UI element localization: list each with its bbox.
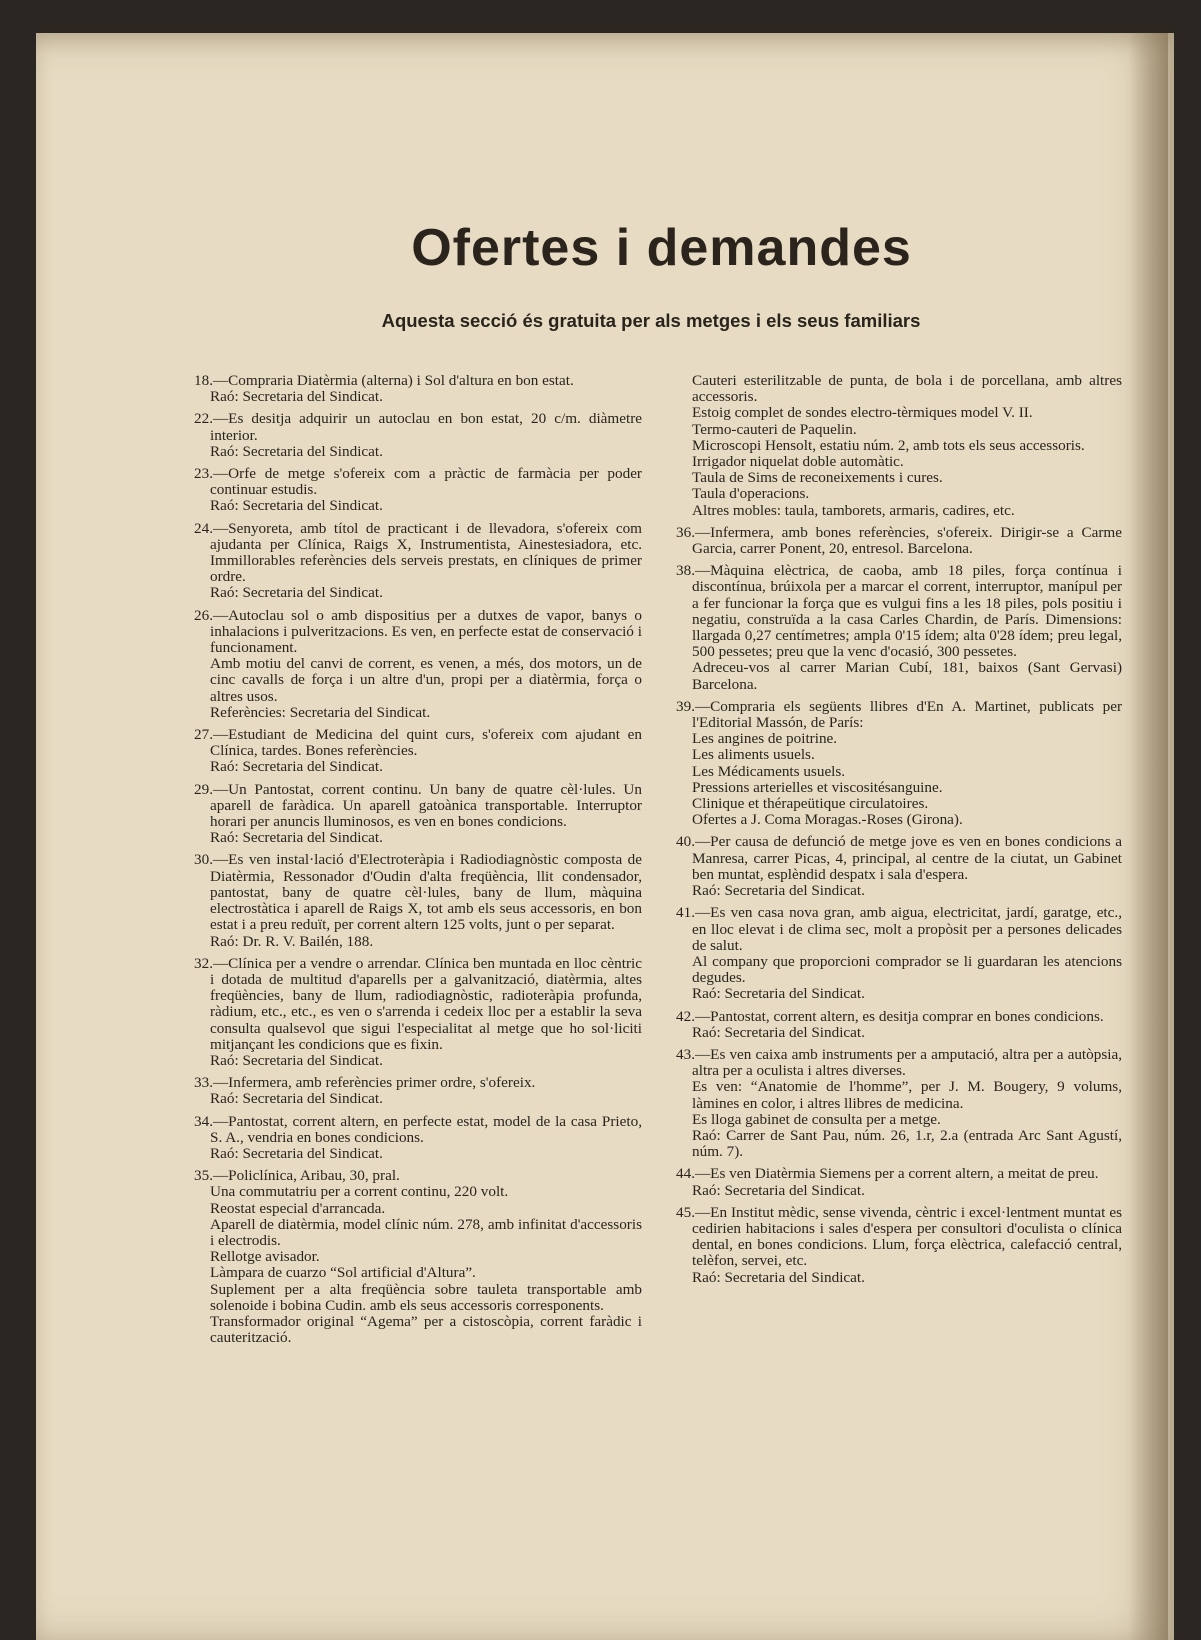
listing-detail: Raó: Secretaria del Sindicat. (210, 829, 383, 847)
listing-text: 26.—Autoclau sol o amb dispositius per a dutxes de vapor, banys o inhalacions i pulveritzacions. Es ven, en perfecte estat de conservació i funcionament. (194, 606, 642, 657)
listing-detail: Pressions arterielles et viscositésanguine. (692, 778, 943, 796)
listing-detail: Raó: Secretaria del Sindicat. (210, 1051, 383, 1069)
listing-text: 42.—Pantostat, corrent altern, es desitja comprar en bones condicions. (676, 1007, 1104, 1025)
listing-entry (676, 1047, 1122, 1160)
listing-entry (676, 1009, 1122, 1041)
listing-detail: Raó: Secretaria del Sindicat. (692, 882, 865, 900)
listing-detail: Les aliments usuels. (692, 746, 815, 764)
listing-entry (194, 1114, 642, 1163)
listing-detail: Referències: Secretaria del Sindicat. (210, 703, 431, 721)
listing-detail: Cauteri esterilitzable de punta, de bola i de porcellana, amb altres accessoris. (692, 372, 1122, 406)
listing-detail: Rellotge avisador. (210, 1248, 320, 1266)
listing-detail: Les Médicaments usuels. (692, 762, 846, 780)
listing-entry (194, 411, 642, 460)
listing-entry (676, 373, 1122, 519)
listing-text: 29.—Un Pantostat, corrent continu. Un bany de quatre cèl·lules. Un aparell de faràdica. Un aparell gatoànica transportable. Interruptor horari per anuncis lluminosos, es ven en bones condicions. (194, 780, 642, 831)
listing-detail: Microscopi Hensolt, estatiu núm. 2, amb tots els seus accessoris. (692, 436, 1085, 454)
listing-detail: Raó: Secretaria del Sindicat. (692, 985, 865, 1003)
listing-detail: Es ven: “Anatomie de l'homme”, per J. M. Bougery, 9 volums, làmines en color, i altres llibres de medicina. (692, 1078, 1122, 1112)
listing-entry (676, 563, 1122, 693)
listing-detail: Raó: Secretaria del Sindicat. (692, 1023, 865, 1041)
listing-detail: Raó: Secretaria del Sindicat. (210, 1144, 383, 1162)
listing-detail: Clinique et thérapeütique circulatoires. (692, 795, 929, 813)
listing-detail: Làmpara de cuarzo “Sol artificial d'Altura”. (210, 1264, 476, 1282)
listing-entry (194, 727, 642, 776)
listing-text: 40.—Per causa de defunció de metge jove es ven en bones condicions a Manresa, carrer Picas, 4, principal, al centre de la ciutat, un Gabinet ben muntat, esplèndid despatx i sala d'espera. (676, 833, 1122, 883)
listing-detail: Aparell de diatèrmia, model clínic núm. 278, amb infinitat d'accessoris i electrodis. (210, 1215, 642, 1249)
listing-entry (194, 373, 642, 405)
listing-text: 45.—En Institut mèdic, sense vivenda, cèntric i excel·lentment muntat es cedirien habitacions i sales d'espera per consultori d'oculista o clínica dental, en bones condicions. Llum, força elèctrica, calefacció central, telèfon, servei, etc. (676, 1203, 1122, 1270)
listing-detail: Taula d'operacions. (692, 485, 810, 503)
listing-detail: Es lloga gabinet de consulta per a metge. (692, 1110, 941, 1128)
listing-entry (194, 852, 642, 949)
listing-detail: Raó: Secretaria del Sindicat. (210, 388, 383, 406)
listing-detail: Transformador original “Agema” per a cistoscòpia, corrent faràdic i cauterització. (210, 1312, 642, 1347)
listing-detail: Raó: Secretaria del Sindicat. (692, 1181, 865, 1199)
listing-entry (194, 956, 642, 1069)
listing-detail: Irrigador niquelat doble automàtic. (692, 453, 904, 471)
listing-entry (676, 905, 1122, 1002)
listing-text: 27.—Estudiant de Medicina del quint curs, s'ofereix com ajudant en Clínica, tardes. Bones referències. (194, 726, 642, 760)
listing-text: 18.—Compraria Diatèrmia (alterna) i Sol d'altura en bon estat. (194, 372, 574, 389)
listing-detail: Raó: Secretaria del Sindicat. (692, 1268, 865, 1286)
listing-entry (676, 525, 1122, 557)
listing-detail: Raó: Secretaria del Sindicat. (210, 497, 383, 515)
listing-text: 22.—Es desitja adquirir un autoclau en bon estat, 20 c/m. diàmetre interior. (194, 410, 642, 444)
listing-text: 30.—Es ven instal·lació d'Electroteràpia i Radiodiagnòstic composta de Diatèrmia, Ressonador d'Oudin d'alta freqüència, llit condensador, pantostat, bany de quatre cèl·lules, bany de llum, màquina electrostàtica i aparell de Raigs X, tot amb els seus accessoris, en bon estat i a preu reduït, per corrent altern 125 volts, junt o per separat. (194, 851, 642, 934)
listing-entry (676, 699, 1122, 829)
listing-detail: Adreceu-vos al carrer Marian Cubí, 181, baixos (Sant Gervasi) Barcelona. (692, 659, 1122, 693)
listing-entry (194, 466, 642, 515)
left-column (194, 373, 642, 1352)
listing-entry (194, 1168, 642, 1346)
listing-text: 24.—Senyoreta, amb títol de practicant i de llevadora, s'ofereix com ajudanta per Clínica, Raigs X, Instrumentista, Ainestesiadora, etc. Immillorables referències dels serveis prestats, en clíniques de primer ordre. (194, 519, 642, 586)
listing-text: 33.—Infermera, amb referències primer ordre, s'ofereix. (194, 1074, 536, 1092)
listing-detail: Amb motiu del canvi de corrent, es venen, a més, dos motors, un de cinc cavalls de força i un altre d'un, propi per a diatèrmia, força o altres usos. (210, 655, 642, 705)
listing-entry (194, 782, 642, 847)
listing-detail: Estoig complet de sondes electro-tèrmiques model V. II. (692, 404, 1033, 422)
listing-detail: Raó: Secretaria del Sindicat. (210, 584, 383, 602)
listing-detail: Suplement per a alta freqüència sobre tauleta transportable amb solenoide i bobina Cudin. amb els seus accessoris corresponents. (210, 1280, 642, 1314)
page-title: Ofertes i demandes (411, 219, 912, 277)
listing-detail: Les angines de poitrine. (692, 730, 838, 748)
listing-detail: Raó: Dr. R. V. Bailén, 188. (210, 932, 374, 950)
listing-entry (676, 1205, 1122, 1286)
listing-detail: Raó: Secretaria del Sindicat. (210, 1090, 383, 1108)
listing-text: 35.—Policlínica, Aribau, 30, pral. (194, 1167, 400, 1185)
listing-text: 23.—Orfe de metge s'ofereix com a pràctic de farmàcia per poder continuar estudis. (194, 465, 642, 499)
listing-entry (194, 521, 642, 602)
listing-detail: Termo-cauteri de Paquelin. (692, 420, 857, 438)
listing-text: 43.—Es ven caixa amb instruments per a amputació, altra per a autòpsia, altra per a oculista i altres diverses. (676, 1045, 1122, 1080)
listing-detail: Una commutatriu per a corrent continu, 220 volt. (210, 1183, 509, 1201)
listing-text: 41.—Es ven casa nova gran, amb aigua, electricitat, jardí, garatge, etc., en lloc elevat i de clima sec, molt a propòsit per a persones delicades de salut. (676, 904, 1122, 954)
listing-detail: Reostat especial d'arrancada. (210, 1199, 386, 1217)
listing-detail: Taula de Sims de reconeixements i cures. (692, 469, 943, 487)
listing-text: 39.—Compraria els següents llibres d'En A. Martinet, publicats per l'Editorial Massón, de París: (676, 697, 1122, 732)
listing-detail: Raó: Secretaria del Sindicat. (210, 758, 383, 776)
listing-text: 38.—Màquina elèctrica, de caoba, amb 18 piles, força contínua i discontínua, brúixola per a marcar el corrent, interruptor, manípul per a fer funcionar la força que es vulgui fins a les 18 piles, pols positiu i negatiu, construïda a la casa Carles Chardin, de París. Dimensions: llargada 0,27 centímetres; ampla 0'15 ídem; alta 0'28 ídem; preu legal, 500 pessetes; preu que la venc d'ocasió, 300 pessetes. (676, 562, 1122, 661)
listing-detail: Raó: Carrer de Sant Pau, núm. 26, 1.r, 2.a (entrada Arc Sant Agustí, núm. 7). (692, 1126, 1122, 1161)
listing-text: 44.—Es ven Diatèrmia Siemens per a corrent altern, a meitat de preu. (676, 1165, 1099, 1183)
listing-text: 32.—Clínica per a vendre o arrendar. Clínica ben muntada en lloc cèntric i dotada de multitud d'aparells per a galvanització, diatèrmia, altes freqüències, bany de llum, radiodiagnòstic, radioteràpia profunda, ràdium, etc., etc., es ven o s'arrenda i cedeix lloc per a establir la seva consulta qualsevol que sigui l'especialitat al metge que ho sol·liciti mitjançant les condicions que es fixin. (194, 954, 642, 1053)
listing-entry (194, 1075, 642, 1107)
listing-detail: Raó: Secretaria del Sindicat. (210, 442, 383, 460)
listing-text: 34.—Pantostat, corrent altern, en perfecte estat, model de la casa Prieto, S. A., vendria en bones condicions. (194, 1112, 642, 1146)
listing-text: 36.—Infermera, amb bones referències, s'ofereix. Dirigir-se a Carme Garcia, carrer Ponent, 20, entresol. Barcelona. (676, 523, 1122, 558)
listing-entry (676, 834, 1122, 899)
listing-detail: Ofertes a J. Coma Moragas.-Roses (Girona). (692, 811, 963, 829)
listing-entry (676, 1166, 1122, 1198)
listing-entry (194, 608, 642, 721)
page-subtitle: Aquesta secció és gratuita per als metges i els seus familiars (381, 310, 921, 331)
listing-detail: Al company que proporcioni comprador se li guardaran les atencions degudes. (692, 952, 1122, 987)
right-column (676, 373, 1122, 1292)
listing-detail: Altres mobles: taula, tamborets, armaris, cadires, etc. (692, 501, 1015, 519)
